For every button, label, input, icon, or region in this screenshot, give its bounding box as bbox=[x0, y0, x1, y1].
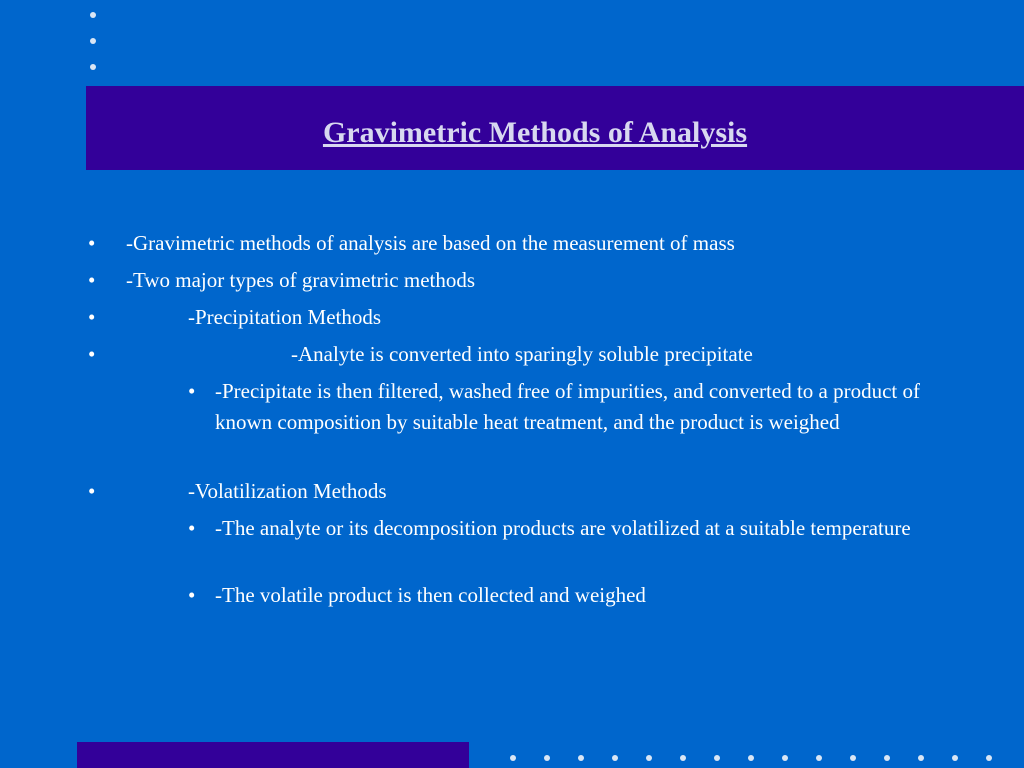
decor-dot bbox=[782, 755, 788, 761]
decor-dot bbox=[884, 755, 890, 761]
slide-title: Gravimetric Methods of Analysis bbox=[322, 116, 748, 149]
decor-dot bbox=[986, 755, 992, 761]
list-item: -Precipitation Methods bbox=[188, 305, 382, 329]
list-item: -Gravimetric methods of analysis are based on the measurement of mass bbox=[126, 231, 735, 255]
decor-dot bbox=[918, 755, 924, 761]
list-item: -Volatilization Methods bbox=[188, 479, 387, 503]
bullet-marker: • bbox=[88, 268, 96, 292]
bullet-marker: • bbox=[88, 479, 96, 503]
decor-dot bbox=[612, 755, 618, 761]
decor-dot bbox=[544, 755, 550, 761]
decor-dot bbox=[510, 755, 516, 761]
list-item: -Analyte is converted into sparingly soluble precipitate bbox=[291, 342, 753, 366]
bullet-marker: • bbox=[88, 231, 96, 255]
bullet-marker: • bbox=[188, 379, 196, 403]
decor-dot bbox=[90, 12, 96, 18]
footer-band bbox=[77, 742, 469, 768]
decor-dot bbox=[748, 755, 754, 761]
bullet-marker: • bbox=[188, 516, 196, 540]
decor-dot bbox=[850, 755, 856, 761]
decor-dot bbox=[816, 755, 822, 761]
list-item: -The analyte or its decomposition products are volatilized at a suitable temperature bbox=[215, 516, 911, 540]
decor-dot bbox=[952, 755, 958, 761]
decor-dot bbox=[714, 755, 720, 761]
decor-dot bbox=[90, 64, 96, 70]
bullet-marker: • bbox=[188, 583, 196, 607]
bullet-marker: • bbox=[88, 305, 96, 329]
decor-dot bbox=[578, 755, 584, 761]
list-item: -The volatile product is then collected and weighed bbox=[215, 583, 646, 607]
title-band bbox=[86, 86, 1024, 170]
bullet-marker: • bbox=[88, 342, 96, 366]
decor-dot bbox=[646, 755, 652, 761]
decor-dot bbox=[680, 755, 686, 761]
list-item: -Two major types of gravimetric methods bbox=[126, 268, 476, 292]
list-item: -Precipitate is then filtered, washed free of impurities, and converted to a product of known composition by suitable heat treatment, and the product is weighed bbox=[215, 379, 920, 434]
decor-dot bbox=[90, 38, 96, 44]
